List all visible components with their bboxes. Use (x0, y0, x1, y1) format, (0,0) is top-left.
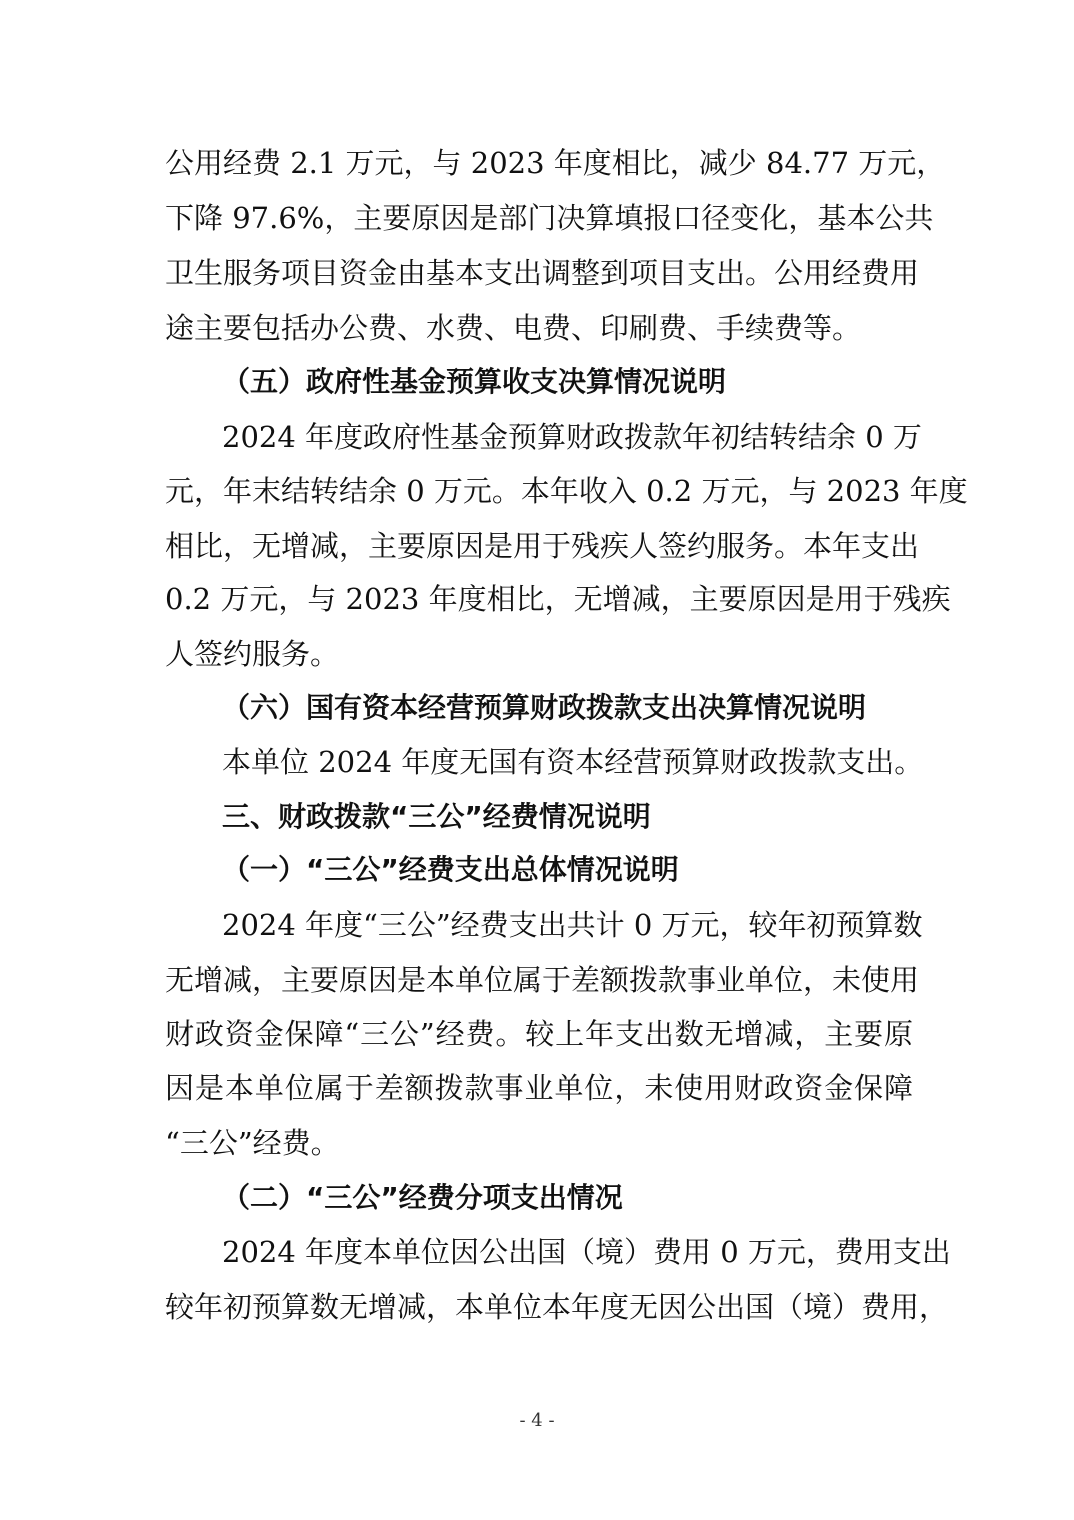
page-number: - 4 - (519, 1410, 555, 1431)
body-text-line: “三公”经费。 (165, 1126, 340, 1160)
body-text-line: 财政资金保障“三公”经费。较上年支出数无增减，主要原 (165, 1017, 913, 1051)
section-heading: （二）“三公”经费分项支出情况 (222, 1181, 623, 1214)
section-heading: （五）政府性基金预算收支决算情况说明 (222, 365, 727, 398)
body-text-line: 较年初预算数无增减，本单位本年度无因公出国（境）费用， (165, 1290, 949, 1324)
section-heading: （六）国有资本经营预算财政拨款支出决算情况说明 (222, 691, 867, 724)
body-text-line: 无增减，主要原因是本单位属于差额拨款事业单位，未使用 (165, 963, 920, 997)
body-text-line: 2024 年度政府性基金预算财政拨款年初结转结余 0 万 (222, 420, 922, 454)
body-text-line: 相比，无增减，主要原因是用于残疾人签约服务。本年支出 (165, 529, 920, 563)
body-text-line: 卫生服务项目资金由基本支出调整到项目支出。公用经费用 (165, 256, 920, 290)
body-text-line: 2024 年度“三公”经费支出共计 0 万元，较年初预算数 (222, 908, 923, 942)
body-text-line: 本单位 2024 年度无国有资本经营预算财政拨款支出。 (222, 745, 924, 779)
body-text-line: 途主要包括办公费、水费、电费、印刷费、手续费等。 (165, 311, 862, 345)
body-text-line: 人签约服务。 (165, 637, 340, 671)
body-text-line: 2024 年度本单位因公出国（境）费用 0 万元，费用支出 (222, 1235, 951, 1269)
chapter-heading: 三、财政拨款“三公”经费情况说明 (222, 800, 651, 833)
body-text-line: 元，年末结转结余 0 万元。本年收入 0.2 万元，与 2023 年度 (165, 474, 968, 508)
body-text-line: 0.2 万元，与 2023 年度相比，无增减，主要原因是用于残疾 (165, 582, 951, 616)
body-text-line: 因是本单位属于差额拨款事业单位，未使用财政资金保障 (165, 1071, 913, 1105)
body-text-line: 下降 97.6%，主要原因是部门决算填报口径变化，基本公共 (165, 201, 934, 235)
section-heading: （一）“三公”经费支出总体情况说明 (222, 853, 679, 886)
body-text-line: 公用经费 2.1 万元，与 2023 年度相比，减少 84.77 万元， (165, 146, 946, 180)
